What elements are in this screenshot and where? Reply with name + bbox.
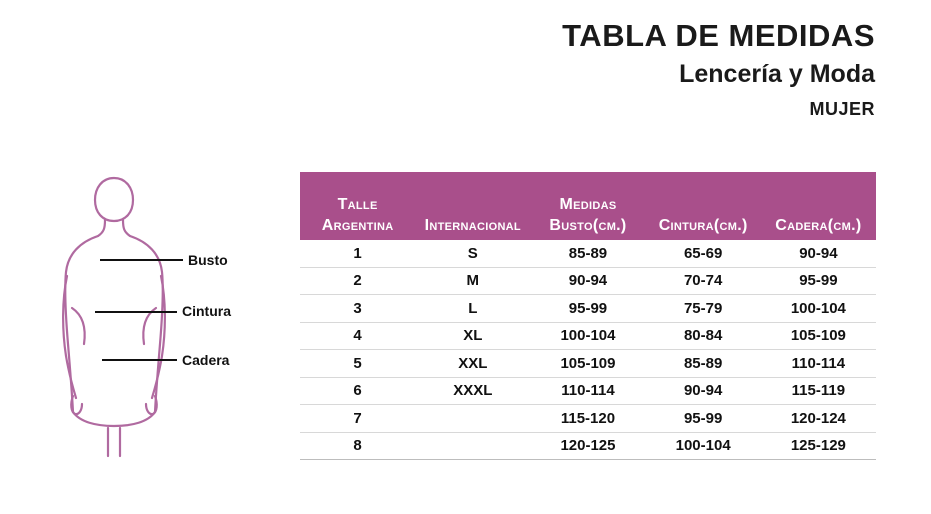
cell-busto: 115-120 [530,405,645,433]
cell-busto: 110-114 [530,377,645,405]
cell-argentina: 1 [300,240,415,267]
cell-cadera: 90-94 [761,240,876,267]
cell-busto: 120-125 [530,432,645,460]
cell-cintura: 80-84 [646,322,761,350]
cell-argentina: 3 [300,295,415,323]
column-header-cintura [646,172,761,240]
female-silhouette-icon [40,160,290,460]
column-header-argentina-line1: Talle [337,195,378,213]
table-body [300,240,876,460]
page-title: TABLA DE MEDIDAS [562,18,875,53]
cell-cintura: 65-69 [646,240,761,267]
measurements-table [300,172,876,460]
table-row [300,240,876,267]
cell-cadera: 125-129 [761,432,876,460]
cell-internacional: XXXL [415,377,530,405]
cell-busto: 100-104 [530,322,645,350]
cell-internacional [415,432,530,460]
cell-cadera: 100-104 [761,295,876,323]
column-header-busto-line2: Busto(cm.) [549,216,627,234]
column-header-internacional-line2: Internacional [424,216,521,234]
column-header-argentina-line2: Argentina [321,216,394,234]
cell-internacional: S [415,240,530,267]
table-row [300,267,876,295]
cell-cintura: 70-74 [646,267,761,295]
column-header-busto-line1: Medidas [559,195,617,213]
cell-cadera: 115-119 [761,377,876,405]
column-header-argentina [300,172,415,240]
body-figure [40,160,290,460]
table-row [300,322,876,350]
cell-cadera: 110-114 [761,350,876,378]
column-header-cintura-line2: Cintura(cm.) [658,216,748,234]
cell-internacional [415,405,530,433]
table-row [300,377,876,405]
figure-label-cintura: Cintura [182,303,231,319]
cell-internacional: XXL [415,350,530,378]
cell-cintura: 95-99 [646,405,761,433]
cell-cintura: 100-104 [646,432,761,460]
cell-cintura: 75-79 [646,295,761,323]
cell-argentina: 6 [300,377,415,405]
column-header-internacional [415,172,530,240]
cell-busto: 85-89 [530,240,645,267]
table-row [300,432,876,460]
cell-argentina: 4 [300,322,415,350]
cell-cadera: 120-124 [761,405,876,433]
table-row [300,350,876,378]
cell-argentina: 8 [300,432,415,460]
table-header [300,172,876,240]
table-row [300,295,876,323]
cell-argentina: 5 [300,350,415,378]
cell-internacional: M [415,267,530,295]
column-header-cadera-line2: Cadera(cm.) [775,216,862,234]
cell-cadera: 105-109 [761,322,876,350]
table-row [300,405,876,433]
page-audience: MUJER [809,99,875,120]
cell-internacional: L [415,295,530,323]
header-titles [562,18,875,120]
column-header-busto [530,172,645,240]
measurements-table-wrapper [300,172,876,460]
cell-cintura: 85-89 [646,350,761,378]
cell-busto: 90-94 [530,267,645,295]
cell-internacional: XL [415,322,530,350]
figure-label-busto: Busto [188,252,228,268]
cell-argentina: 2 [300,267,415,295]
cell-argentina: 7 [300,405,415,433]
cell-cintura: 90-94 [646,377,761,405]
cell-busto: 95-99 [530,295,645,323]
figure-label-cadera: Cadera [182,352,230,368]
column-header-cadera [761,172,876,240]
page-subtitle: Lencería y Moda [679,59,875,88]
cell-busto: 105-109 [530,350,645,378]
cell-cadera: 95-99 [761,267,876,295]
